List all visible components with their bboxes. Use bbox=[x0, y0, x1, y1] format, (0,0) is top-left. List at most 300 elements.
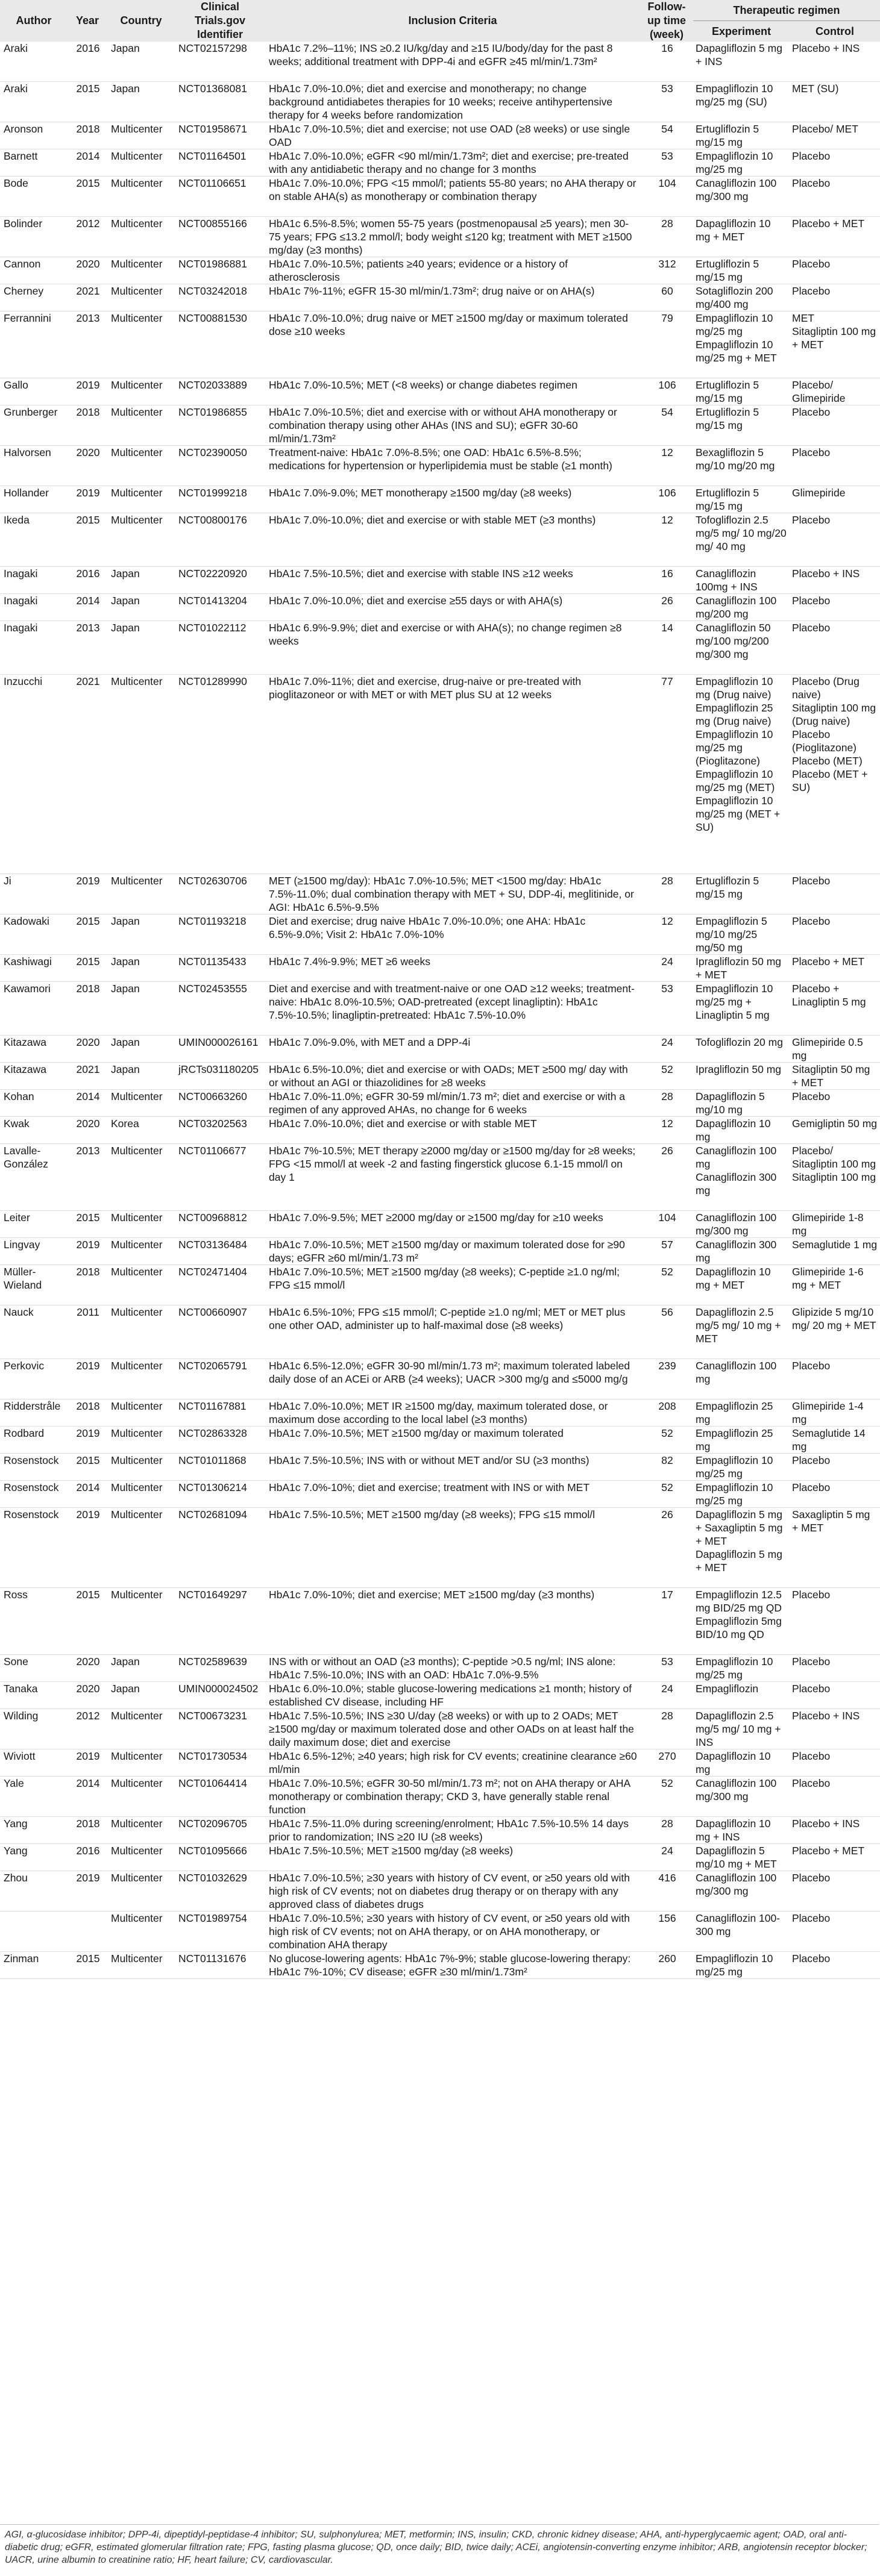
cell-identifier: NCT01032629 bbox=[175, 1871, 265, 1912]
cell-identifier: NCT01167881 bbox=[175, 1399, 265, 1427]
cell-inclusion-criteria: HbA1c 7.4%-9.9%; MET ≥6 weeks bbox=[265, 955, 640, 982]
cell-experiment: Dapagliflozin 5 mg + Saxagliptin 5 mg + MET Dapagliflozin 5 mg + MET bbox=[693, 1508, 790, 1588]
cell-year: 2012 bbox=[68, 1709, 107, 1749]
cell-experiment: Bexagliflozin 5 mg/10 mg/20 mg bbox=[693, 446, 790, 486]
cell-year: 2016 bbox=[68, 1844, 107, 1871]
cell-year: 2018 bbox=[68, 122, 107, 149]
cell-country: Multicenter bbox=[107, 1952, 175, 1979]
cell-follow-up: 53 bbox=[640, 1655, 693, 1682]
cell-year: 2015 bbox=[68, 82, 107, 122]
cell-author: Wiviott bbox=[0, 1749, 68, 1777]
cell-follow-up: 52 bbox=[640, 1265, 693, 1305]
cell-follow-up: 26 bbox=[640, 1508, 693, 1588]
cell-identifier: NCT02471404 bbox=[175, 1265, 265, 1305]
header-country: Country bbox=[120, 14, 162, 27]
cell-control: Placebo bbox=[790, 1912, 880, 1952]
cell-author: Ji bbox=[0, 874, 68, 914]
cell-follow-up: 106 bbox=[640, 378, 693, 405]
cell-author: Bolinder bbox=[0, 217, 68, 257]
cell-control: Placebo + INS bbox=[790, 42, 880, 82]
cell-inclusion-criteria: HbA1c 7.0%-10.0%; drug naive or MET ≥1500 mg/day or maximum tolerated dose ≥10 weeks bbox=[265, 311, 640, 378]
cell-experiment: Canagliflozin 100 mg bbox=[693, 1359, 790, 1399]
cell-identifier: NCT01986881 bbox=[175, 257, 265, 284]
cell-experiment: Empagliflozin bbox=[693, 1682, 790, 1709]
cell-inclusion-criteria: HbA1c 7.0%-10.5%; MET ≥1500 mg/day (≥8 weeks); C-peptide ≥1.0 ng/ml; FPG ≤15 mmol/l bbox=[265, 1265, 640, 1305]
cell-country: Multicenter bbox=[107, 1359, 175, 1399]
cell-inclusion-criteria: HbA1c 7.0%-10.5%; diet and exercise; not use OAD (≥8 weeks) or use single OAD bbox=[265, 122, 640, 149]
cell-year: 2015 bbox=[68, 1952, 107, 1979]
cell-identifier: NCT00663260 bbox=[175, 1090, 265, 1117]
cell-country: Multicenter bbox=[107, 149, 175, 177]
cell-author: Kwak bbox=[0, 1117, 68, 1144]
cell-control: Placebo bbox=[790, 1090, 880, 1117]
cell-country: Multicenter bbox=[107, 1305, 175, 1359]
cell-follow-up: 52 bbox=[640, 1777, 693, 1817]
cell-follow-up: 52 bbox=[640, 1063, 693, 1090]
cell-follow-up: 24 bbox=[640, 1844, 693, 1871]
cell-inclusion-criteria: HbA1c 7.0%-11%; diet and exercise, drug-naive or pre-treated with pioglitazoneor or with MET or with MET plus SU at 12 weeks bbox=[265, 675, 640, 874]
header-inclusion-criteria: Inclusion Criteria bbox=[408, 14, 497, 27]
cell-inclusion-criteria: HbA1c 7.0%-10.0%; FPG <15 mmol/l; patients 55-80 years; no AHA therapy or on stable AHA(s) as monotherapy or combination therapy bbox=[265, 177, 640, 217]
cell-control: Placebo bbox=[790, 594, 880, 621]
cell-follow-up: 12 bbox=[640, 1117, 693, 1144]
cell-inclusion-criteria: HbA1c 6.5%-10%; FPG ≤15 mmol/l; C-peptide ≥1.0 ng/ml; MET or MET plus one other OAD, administer up to half-maximal dose (≥8 weeks) bbox=[265, 1305, 640, 1359]
cell-country: Multicenter bbox=[107, 1817, 175, 1844]
cell-identifier: NCT01106651 bbox=[175, 177, 265, 217]
cell-author: Kashiwagi bbox=[0, 955, 68, 982]
cell-identifier: NCT02390050 bbox=[175, 446, 265, 486]
cell-inclusion-criteria: HbA1c 7.5%-10.5%; diet and exercise with stable INS ≥12 weeks bbox=[265, 567, 640, 594]
cell-control: Placebo bbox=[790, 914, 880, 955]
table-row bbox=[0, 1305, 880, 1359]
table-row bbox=[0, 1912, 880, 1952]
cell-country: Multicenter bbox=[107, 513, 175, 567]
cell-country: Japan bbox=[107, 1655, 175, 1682]
cell-author: Aronson bbox=[0, 122, 68, 149]
cell-follow-up: 106 bbox=[640, 486, 693, 513]
cell-identifier: NCT01064414 bbox=[175, 1777, 265, 1817]
cell-year: 2014 bbox=[68, 149, 107, 177]
cell-experiment: Canagliflozin 100 mg/300 mg bbox=[693, 177, 790, 217]
cell-identifier: NCT01649297 bbox=[175, 1588, 265, 1655]
cell-author: Rosenstock bbox=[0, 1508, 68, 1588]
cell-inclusion-criteria: HbA1c 6.5%-12%; ≥40 years; high risk for CV events; creatinine clearance ≥60 ml/min bbox=[265, 1749, 640, 1777]
cell-control: Placebo + INS bbox=[790, 1709, 880, 1749]
cell-experiment: Dapagliflozin 5 mg/10 mg + MET bbox=[693, 1844, 790, 1871]
cell-inclusion-criteria: HbA1c 7.0%-10%; diet and exercise; MET ≥1500 mg/day (≥3 months) bbox=[265, 1588, 640, 1655]
cell-follow-up: 60 bbox=[640, 284, 693, 311]
cell-identifier: NCT01106677 bbox=[175, 1144, 265, 1211]
table-row bbox=[0, 1238, 880, 1265]
cell-inclusion-criteria: HbA1c 7.0%-11.0%; eGFR 30-59 ml/min/1.73 m²; diet and exercise or with a regimen of any approved AHAs, no change for 6 weeks bbox=[265, 1090, 640, 1117]
table-row bbox=[0, 1359, 880, 1399]
cell-year: 2015 bbox=[68, 177, 107, 217]
cell-control: Placebo/ Sitagliptin 100 mg Sitagliptin 100 mg bbox=[790, 1144, 880, 1211]
cell-country: Multicenter bbox=[107, 1265, 175, 1305]
table-row bbox=[0, 1454, 880, 1481]
cell-author: Hollander bbox=[0, 486, 68, 513]
table-row bbox=[0, 982, 880, 1036]
cell-experiment: Canagliflozin 100 mg Canagliflozin 300 mg bbox=[693, 1144, 790, 1211]
cell-author: Leiter bbox=[0, 1211, 68, 1238]
cell-control: Glimepiride 1-8 mg bbox=[790, 1211, 880, 1238]
cell-experiment: Tofogliflozin 20 mg bbox=[693, 1036, 790, 1063]
table-row bbox=[0, 1709, 880, 1749]
cell-inclusion-criteria: HbA1c 7.5%-10.5%; INS ≥30 U/day (≥8 weeks) or with up to 2 OADs; MET ≥1500 mg/day or maximum tolerated dose and other OADs on at least half the daily maximum dose; diet and exercise bbox=[265, 1709, 640, 1749]
cell-follow-up: 52 bbox=[640, 1481, 693, 1508]
cell-identifier: NCT01730534 bbox=[175, 1749, 265, 1777]
cell-country: Multicenter bbox=[107, 1144, 175, 1211]
cell-follow-up: 28 bbox=[640, 1709, 693, 1749]
table-row bbox=[0, 1777, 880, 1817]
table-row bbox=[0, 567, 880, 594]
cell-country: Japan bbox=[107, 1063, 175, 1090]
cell-experiment: Canagliflozin 100mg + INS bbox=[693, 567, 790, 594]
cell-country: Multicenter bbox=[107, 1844, 175, 1871]
cell-year: 2018 bbox=[68, 405, 107, 446]
cell-follow-up: 28 bbox=[640, 217, 693, 257]
cell-year: 2015 bbox=[68, 513, 107, 567]
cell-experiment: Ertugliflozin 5 mg/15 mg bbox=[693, 486, 790, 513]
cell-country: Japan bbox=[107, 914, 175, 955]
cell-control: Placebo + Linagliptin 5 mg bbox=[790, 982, 880, 1036]
table-header bbox=[0, 0, 880, 42]
cell-identifier: NCT01164501 bbox=[175, 149, 265, 177]
cell-inclusion-criteria: HbA1c 7.0%-10.0%; diet and exercise or with stable MET (≥3 months) bbox=[265, 513, 640, 567]
table-row bbox=[0, 1481, 880, 1508]
cell-follow-up: 12 bbox=[640, 914, 693, 955]
cell-country: Multicenter bbox=[107, 1481, 175, 1508]
cell-identifier: jRCTs031180205 bbox=[175, 1063, 265, 1090]
cell-author: Lavalle-González bbox=[0, 1144, 68, 1211]
cell-author: Rosenstock bbox=[0, 1454, 68, 1481]
cell-year: 2020 bbox=[68, 1655, 107, 1682]
table-row bbox=[0, 284, 880, 311]
cell-experiment: Ertugliflozin 5 mg/15 mg bbox=[693, 378, 790, 405]
cell-control: Glimepiride 1-4 mg bbox=[790, 1399, 880, 1427]
cell-identifier: NCT03202563 bbox=[175, 1117, 265, 1144]
cell-inclusion-criteria: HbA1c 7.0%-9.5%; MET ≥2000 mg/day or ≥1500 mg/day for ≥10 weeks bbox=[265, 1211, 640, 1238]
cell-country: Multicenter bbox=[107, 1238, 175, 1265]
cell-control: Placebo bbox=[790, 1749, 880, 1777]
cell-control: Glimepiride 1-6 mg + MET bbox=[790, 1265, 880, 1305]
header-identifier: Clinical Trials.gov Identifier bbox=[194, 1, 246, 40]
cell-author: Cannon bbox=[0, 257, 68, 284]
cell-inclusion-criteria: HbA1c 7.0%-10%; diet and exercise; treatment with INS or with MET bbox=[265, 1481, 640, 1508]
cell-year: 2015 bbox=[68, 1454, 107, 1481]
cell-author: Ikeda bbox=[0, 513, 68, 567]
cell-author: Barnett bbox=[0, 149, 68, 177]
cell-inclusion-criteria: INS with or without an OAD (≥3 months); C-peptide >0.5 ng/ml; INS alone: HbA1c 7.5%-10.0%; INS with an OAD: HbA1c 7.0%-9.5% bbox=[265, 1655, 640, 1682]
cell-experiment: Ertugliflozin 5 mg/15 mg bbox=[693, 257, 790, 284]
cell-author: Bode bbox=[0, 177, 68, 217]
cell-control: Semaglutide 1 mg bbox=[790, 1238, 880, 1265]
cell-author: Nauck bbox=[0, 1305, 68, 1359]
cell-identifier: NCT02453555 bbox=[175, 982, 265, 1036]
cell-identifier: NCT01986855 bbox=[175, 405, 265, 446]
cell-author: Ross bbox=[0, 1588, 68, 1655]
cell-identifier: UMIN000026161 bbox=[175, 1036, 265, 1063]
cell-year: 2020 bbox=[68, 1036, 107, 1063]
cell-follow-up: 14 bbox=[640, 621, 693, 675]
table-row bbox=[0, 82, 880, 122]
cell-inclusion-criteria: HbA1c 6.5%-12.0%; eGFR 30-90 ml/min/1.73 m²; maximum tolerated labeled daily dose of an ACEi or ARB (≥4 weeks); UACR >300 mg/g and ≤5000 mg/g bbox=[265, 1359, 640, 1399]
cell-experiment: Empagliflozin 10 mg/25 mg bbox=[693, 1481, 790, 1508]
cell-identifier: NCT02096705 bbox=[175, 1817, 265, 1844]
cell-identifier: NCT02065791 bbox=[175, 1359, 265, 1399]
cell-year: 2013 bbox=[68, 1144, 107, 1211]
cell-control: Placebo bbox=[790, 284, 880, 311]
cell-author: Kitazawa bbox=[0, 1063, 68, 1090]
cell-country: Japan bbox=[107, 82, 175, 122]
cell-year: 2019 bbox=[68, 1871, 107, 1912]
cell-inclusion-criteria: Diet and exercise and with treatment-naive or one OAD ≥12 weeks; treatment-naive: HbA1c 8.0%-10.5%; OAD-pretreated (except linagliptin): HbA1c 7.5%-10.5%; linagliptin-pretreated: HbA1c 7.5%-10.0% bbox=[265, 982, 640, 1036]
cell-follow-up: 16 bbox=[640, 42, 693, 82]
cell-inclusion-criteria: MET (≥1500 mg/day): HbA1c 7.0%-10.5%; MET <1500 mg/day: HbA1c 7.5%-11.0%; dual combination therapy with MET + SU, DDP-4i, meglitinide, or AGI: HbA1c 6.5%-9.5% bbox=[265, 874, 640, 914]
cell-year: 2019 bbox=[68, 874, 107, 914]
cell-country: Japan bbox=[107, 594, 175, 621]
cell-follow-up: 12 bbox=[640, 513, 693, 567]
cell-experiment: Ipragliflozin 50 mg + MET bbox=[693, 955, 790, 982]
cell-follow-up: 28 bbox=[640, 1090, 693, 1117]
cell-identifier: NCT01413204 bbox=[175, 594, 265, 621]
cell-experiment: Dapagliflozin 2.5 mg/5 mg/ 10 mg + MET bbox=[693, 1305, 790, 1359]
cell-year: 2019 bbox=[68, 1359, 107, 1399]
cell-identifier: NCT02863328 bbox=[175, 1427, 265, 1454]
cell-control: MET (SU) bbox=[790, 82, 880, 122]
cell-control: Placebo bbox=[790, 1952, 880, 1979]
cell-year: 2013 bbox=[68, 311, 107, 378]
cell-author: Araki bbox=[0, 82, 68, 122]
cell-identifier: NCT01989754 bbox=[175, 1912, 265, 1952]
cell-identifier: NCT01022112 bbox=[175, 621, 265, 675]
cell-inclusion-criteria: HbA1c 7.0%-10.0%; eGFR <90 ml/min/1.73m²; diet and exercise; pre-treated with any antidiabetic therapy and no change for 3 months bbox=[265, 149, 640, 177]
cell-country: Multicenter bbox=[107, 1399, 175, 1427]
cell-author: Yang bbox=[0, 1817, 68, 1844]
cell-inclusion-criteria: HbA1c 7.0%-9.0%, with MET and a DPP-4i bbox=[265, 1036, 640, 1063]
cell-experiment: Ipragliflozin 50 mg bbox=[693, 1063, 790, 1090]
cell-country: Korea bbox=[107, 1117, 175, 1144]
cell-author: Inagaki bbox=[0, 567, 68, 594]
cell-country: Multicenter bbox=[107, 405, 175, 446]
cell-author: Cherney bbox=[0, 284, 68, 311]
cell-country: Japan bbox=[107, 955, 175, 982]
cell-experiment: Empagliflozin 25 mg bbox=[693, 1399, 790, 1427]
table-row bbox=[0, 955, 880, 982]
cell-follow-up: 28 bbox=[640, 874, 693, 914]
cell-year: 2014 bbox=[68, 594, 107, 621]
cell-experiment: Dapagliflozin 10 mg + INS bbox=[693, 1817, 790, 1844]
cell-country: Multicenter bbox=[107, 486, 175, 513]
cell-country: Japan bbox=[107, 42, 175, 82]
cell-control: Placebo bbox=[790, 1359, 880, 1399]
cell-year: 2018 bbox=[68, 982, 107, 1036]
table-row bbox=[0, 594, 880, 621]
cell-control: Semaglutide 14 mg bbox=[790, 1427, 880, 1454]
cell-country: Multicenter bbox=[107, 1912, 175, 1952]
cell-experiment: Dapagliflozin 10 mg + MET bbox=[693, 1265, 790, 1305]
cell-inclusion-criteria: HbA1c 7.0%-10.5%; ≥30 years with history of CV event, or ≥50 years old with high risk of CV events; not on AHA therapy, or on AHA monotherapy, or combination AHA therapy bbox=[265, 1912, 640, 1952]
cell-experiment: Empagliflozin 10 mg/25 mg bbox=[693, 1952, 790, 1979]
cell-year: 2020 bbox=[68, 446, 107, 486]
cell-identifier: NCT00881530 bbox=[175, 311, 265, 378]
cell-follow-up: 53 bbox=[640, 82, 693, 122]
cell-country: Multicenter bbox=[107, 446, 175, 486]
cell-country: Multicenter bbox=[107, 1454, 175, 1481]
cell-author: Tanaka bbox=[0, 1682, 68, 1709]
cell-year: 2014 bbox=[68, 1777, 107, 1817]
cell-identifier: NCT01011868 bbox=[175, 1454, 265, 1481]
cell-author: Ridderstråle bbox=[0, 1399, 68, 1427]
cell-control: Placebo bbox=[790, 1588, 880, 1655]
cell-control: MET Sitagliptin 100 mg + MET bbox=[790, 311, 880, 378]
cell-year: 2016 bbox=[68, 567, 107, 594]
cell-author bbox=[0, 1912, 68, 1952]
cell-author: Gallo bbox=[0, 378, 68, 405]
cell-year: 2019 bbox=[68, 1749, 107, 1777]
cell-control: Placebo bbox=[790, 177, 880, 217]
cell-identifier: NCT00660907 bbox=[175, 1305, 265, 1359]
cell-identifier: UMIN000024502 bbox=[175, 1682, 265, 1709]
cell-year: 2020 bbox=[68, 1682, 107, 1709]
cell-country: Multicenter bbox=[107, 122, 175, 149]
cell-year: 2014 bbox=[68, 1090, 107, 1117]
cell-author: Kadowaki bbox=[0, 914, 68, 955]
table-row bbox=[0, 621, 880, 675]
cell-control: Placebo bbox=[790, 1777, 880, 1817]
cell-year: 2021 bbox=[68, 284, 107, 311]
table-row bbox=[0, 1144, 880, 1211]
table-row bbox=[0, 42, 880, 82]
cell-identifier: NCT02589639 bbox=[175, 1655, 265, 1682]
cell-identifier: NCT01958671 bbox=[175, 122, 265, 149]
table-row bbox=[0, 1682, 880, 1709]
cell-inclusion-criteria: HbA1c 7.0%-10.5%; diet and exercise with or without AHA monotherapy or combination therapy using other AHAs (INS and SU); eGFR 30-60 ml/min/1.73m² bbox=[265, 405, 640, 446]
cell-country: Multicenter bbox=[107, 217, 175, 257]
cell-identifier: NCT02630706 bbox=[175, 874, 265, 914]
cell-control: Placebo bbox=[790, 1655, 880, 1682]
table-row bbox=[0, 1655, 880, 1682]
cell-year: 2015 bbox=[68, 1588, 107, 1655]
cell-inclusion-criteria: No glucose-lowering agents: HbA1c 7%-9%; stable glucose-lowering therapy: HbA1c 7%-10%; CV disease; eGFR ≥30 ml/min/1.73m² bbox=[265, 1952, 640, 1979]
table-row bbox=[0, 1588, 880, 1655]
cell-year: 2019 bbox=[68, 486, 107, 513]
cell-control: Placebo bbox=[790, 405, 880, 446]
table-row bbox=[0, 1749, 880, 1777]
cell-country: Multicenter bbox=[107, 284, 175, 311]
cell-experiment: Empagliflozin 10 mg/25 mg + Linagliptin 5 mg bbox=[693, 982, 790, 1036]
table-row bbox=[0, 257, 880, 284]
cell-follow-up: 156 bbox=[640, 1912, 693, 1952]
table-row bbox=[0, 1427, 880, 1454]
cell-control: Placebo bbox=[790, 1454, 880, 1481]
cell-author: Inagaki bbox=[0, 621, 68, 675]
cell-year: 2019 bbox=[68, 1238, 107, 1265]
cell-experiment: Dapagliflozin 5 mg/10 mg bbox=[693, 1090, 790, 1117]
cell-identifier: NCT00968812 bbox=[175, 1211, 265, 1238]
cell-control: Placebo + INS bbox=[790, 1817, 880, 1844]
cell-identifier: NCT03136484 bbox=[175, 1238, 265, 1265]
cell-experiment: Sotagliflozin 200 mg/400 mg bbox=[693, 284, 790, 311]
table-row bbox=[0, 486, 880, 513]
cell-control: Placebo + MET bbox=[790, 955, 880, 982]
cell-author: Kitazawa bbox=[0, 1036, 68, 1063]
cell-control: Placebo + INS bbox=[790, 567, 880, 594]
cell-inclusion-criteria: HbA1c 7.0%-10.5%; patients ≥40 years; evidence or a history of atherosclerosis bbox=[265, 257, 640, 284]
table-row bbox=[0, 1844, 880, 1871]
cell-inclusion-criteria: HbA1c 7.0%-10.5%; ≥30 years with history of CV event, or ≥50 years old with high risk of CV events; not on diabetes drug therapy or on therapy with any approved class of diabetes drugs bbox=[265, 1871, 640, 1912]
cell-identifier: NCT01289990 bbox=[175, 675, 265, 874]
cell-year: 2019 bbox=[68, 1427, 107, 1454]
cell-inclusion-criteria: HbA1c 7.5%-10.5%; INS with or without MET and/or SU (≥3 months) bbox=[265, 1454, 640, 1481]
cell-experiment: Empagliflozin 10 mg/25 mg Empagliflozin 10 mg/25 mg + MET bbox=[693, 311, 790, 378]
cell-country: Japan bbox=[107, 567, 175, 594]
cell-inclusion-criteria: HbA1c 7.5%-11.0% during screening/enrolment; HbA1c 7.5%-10.5% 14 days prior to randomization; INS ≥20 IU (≥8 weeks) bbox=[265, 1817, 640, 1844]
cell-author: Sone bbox=[0, 1655, 68, 1682]
cell-inclusion-criteria: HbA1c 7.0%-10.5%; MET (<8 weeks) or change diabetes regimen bbox=[265, 378, 640, 405]
cell-identifier: NCT02033889 bbox=[175, 378, 265, 405]
cell-follow-up: 312 bbox=[640, 257, 693, 284]
cell-control: Placebo/ Glimepiride bbox=[790, 378, 880, 405]
table-row bbox=[0, 874, 880, 914]
cell-author: Araki bbox=[0, 42, 68, 82]
table-row bbox=[0, 1117, 880, 1144]
table-row bbox=[0, 177, 880, 217]
cell-inclusion-criteria: Diet and exercise; drug naive HbA1c 7.0%-10.0%; one AHA: HbA1c 6.5%-9.0%; Visit 2: HbA1c 7.0%-10% bbox=[265, 914, 640, 955]
table-row bbox=[0, 405, 880, 446]
cell-follow-up: 26 bbox=[640, 594, 693, 621]
header-author: Author bbox=[16, 14, 52, 27]
cell-experiment: Canagliflozin 50 mg/100 mg/200 mg/300 mg bbox=[693, 621, 790, 675]
cell-control: Placebo bbox=[790, 1871, 880, 1912]
cell-identifier: NCT00673231 bbox=[175, 1709, 265, 1749]
cell-experiment: Ertugliflozin 5 mg/15 mg bbox=[693, 874, 790, 914]
cell-year: 2018 bbox=[68, 1817, 107, 1844]
cell-country: Multicenter bbox=[107, 1427, 175, 1454]
cell-year: 2021 bbox=[68, 1063, 107, 1090]
cell-follow-up: 77 bbox=[640, 675, 693, 874]
cell-author: Wilding bbox=[0, 1709, 68, 1749]
cell-control: Glimepiride bbox=[790, 486, 880, 513]
cell-country: Japan bbox=[107, 621, 175, 675]
cell-follow-up: 28 bbox=[640, 1817, 693, 1844]
cell-follow-up: 16 bbox=[640, 567, 693, 594]
cell-inclusion-criteria: HbA1c 7.0%-10.5%; MET ≥1500 mg/day or maximum tolerated bbox=[265, 1427, 640, 1454]
table-row bbox=[0, 675, 880, 874]
cell-follow-up: 24 bbox=[640, 1036, 693, 1063]
cell-author: Rodbard bbox=[0, 1427, 68, 1454]
cell-control: Placebo + MET bbox=[790, 217, 880, 257]
table-row bbox=[0, 513, 880, 567]
cell-follow-up: 79 bbox=[640, 311, 693, 378]
cell-year: 2015 bbox=[68, 1211, 107, 1238]
cell-country: Multicenter bbox=[107, 874, 175, 914]
table-row bbox=[0, 1952, 880, 1979]
cell-experiment: Empagliflozin 10 mg/25 mg bbox=[693, 1655, 790, 1682]
cell-inclusion-criteria: HbA1c 7.2%–11%; INS ≥0.2 IU/kg/day and ≥15 IU/body/day for the past 8 weeks; additional treatment with DPP-4i and eGFR ≥45 ml/min/1.73m² bbox=[265, 42, 640, 82]
cell-control: Placebo bbox=[790, 446, 880, 486]
cell-experiment: Canagliflozin 100 mg/300 mg bbox=[693, 1871, 790, 1912]
cell-experiment: Dapagliflozin 2.5 mg/5 mg/ 10 mg + INS bbox=[693, 1709, 790, 1749]
table-row bbox=[0, 122, 880, 149]
cell-experiment: Dapagliflozin 5 mg + INS bbox=[693, 42, 790, 82]
cell-follow-up: 104 bbox=[640, 177, 693, 217]
cell-year: 2018 bbox=[68, 1265, 107, 1305]
cell-author: Kohan bbox=[0, 1090, 68, 1117]
table-row bbox=[0, 1508, 880, 1588]
cell-identifier: NCT00800176 bbox=[175, 513, 265, 567]
cell-year: 2020 bbox=[68, 257, 107, 284]
